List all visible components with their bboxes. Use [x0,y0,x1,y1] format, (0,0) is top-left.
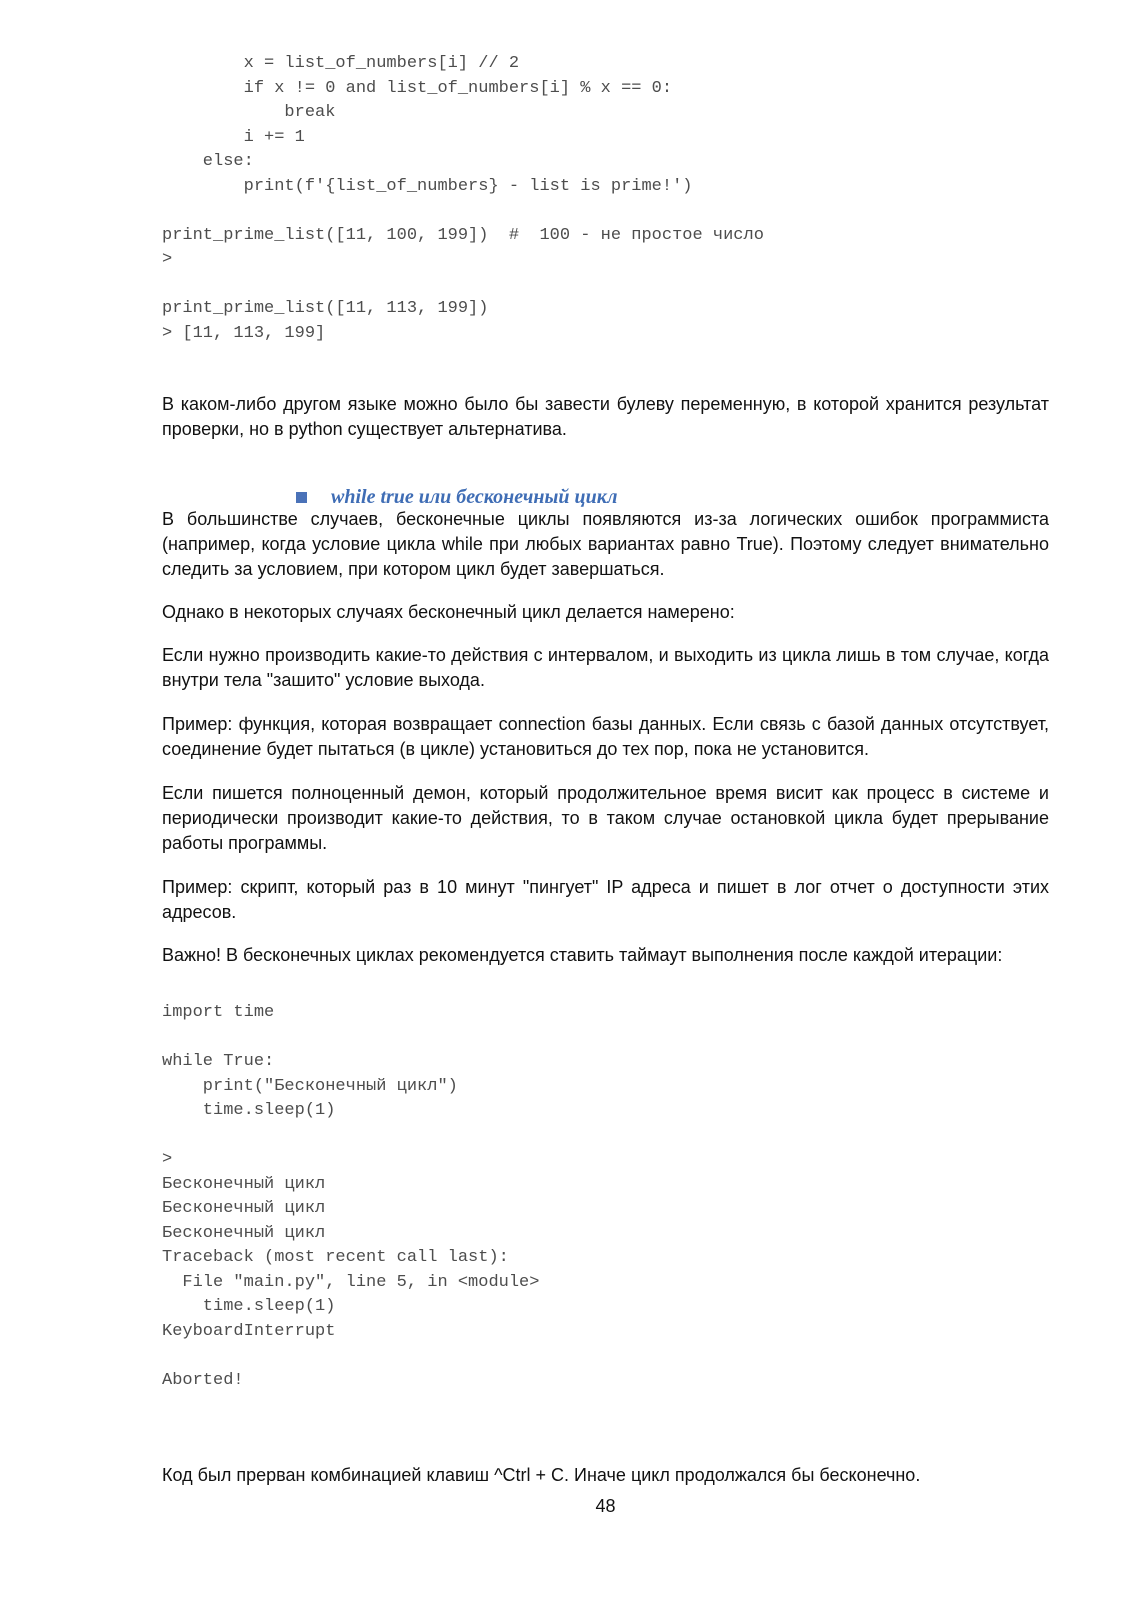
code-line: x = list_of_numbers[i] // 2 [162,54,520,73]
section-heading-text: while true или бесконечный цикл [331,485,618,508]
code-line: print_prime_list([11, 113, 199]) [162,299,489,318]
code-line: Traceback (most recent call last): [162,1248,509,1267]
code-line: Бесконечный цикл [162,1199,326,1218]
paragraph-ping-script-example: Пример: скрипт, который раз в 10 минут "пингует" IP адреса и пишет в лог отчет о доступности этих адресов. [162,877,1049,922]
code-line: File "main.py", line 5, in <module> [162,1272,540,1292]
code-line: else: [162,152,254,171]
code-line: while True: [162,1052,275,1071]
paragraph-daemon: Если пишется полноценный демон, который продолжительное время висит как процесс в системе и периодически производит какие-то действия, то в таком случае остановкой цикла будет прерывание работы программы. [162,783,1049,853]
code-line [162,1026,539,1051]
code-line: time.sleep(1) [162,1101,336,1120]
paragraph-db-connection-example: Пример: функция, которая возвращает connection базы данных. Если связь с базой данных отсутствует, соединение будет пытаться (в цикле) установиться до тех пор, пока не установится. [162,714,1049,759]
paragraph-boolean-alternative: В каком-либо другом языке можно было бы завести булеву переменную, в которой хранится результат проверки, но в python существует альтернатива. [162,394,1049,439]
paragraph-timeout-important: Важно! В бесконечных циклах рекомендуется ставить таймаут выполнения после каждой итерации: [162,945,1003,965]
code-line [162,199,764,224]
code-line: Бесконечный цикл [162,1174,326,1194]
code-line: > [162,1150,173,1169]
code-block-while-true [162,1001,539,1393]
code-line: > [162,250,173,269]
code-line [162,273,764,298]
code-line: import time [162,1003,275,1022]
code-line [162,1124,539,1149]
code-line [162,1344,539,1369]
code-line: print(f'{list_of_numbers} - list is prime!') [162,176,693,196]
paragraph-infinite-loop-errors: В большинстве случаев, бесконечные циклы появляются из-за логических ошибок программиста (например, когда условие цикла while при любых вариантах равно True). Поэтому следует внимательно следить за условием, при котором цикл будет завершаться. [162,509,1049,579]
code-line: i += 1 [162,127,305,147]
code-line: print_prime_list([11, 100, 199]) # 100 - не простое число [162,225,764,245]
paragraph-interval-actions: Если нужно производить какие-то действия с интервалом, и выходить из цикла лишь в том случае, когда внутри тела "зашито" условие выхода. [162,645,1049,690]
page-number: 48 [595,1496,616,1516]
code-line: break [162,103,336,122]
code-line: Бесконечный цикл [162,1223,326,1243]
code-block-prime-list [162,52,764,346]
code-line: > [11, 113, 199] [162,323,326,343]
code-line: KeyboardInterrupt [162,1321,336,1341]
code-line: Aborted! [162,1370,244,1390]
paragraph-intentional-loop: Однако в некоторых случаях бесконечный цикл делается намерено: [162,602,735,622]
code-line: time.sleep(1) [162,1297,336,1316]
square-bullet-icon [296,492,307,503]
paragraph-ctrl-c-interrupt: Код был прерван комбинацией клавиш ^Ctrl + C. Иначе цикл продолжался бы бесконечно. [162,1465,921,1485]
code-line: if x != 0 and list_of_numbers[i] % x == 0: [162,78,673,98]
code-line: print("Бесконечный цикл") [162,1076,458,1096]
